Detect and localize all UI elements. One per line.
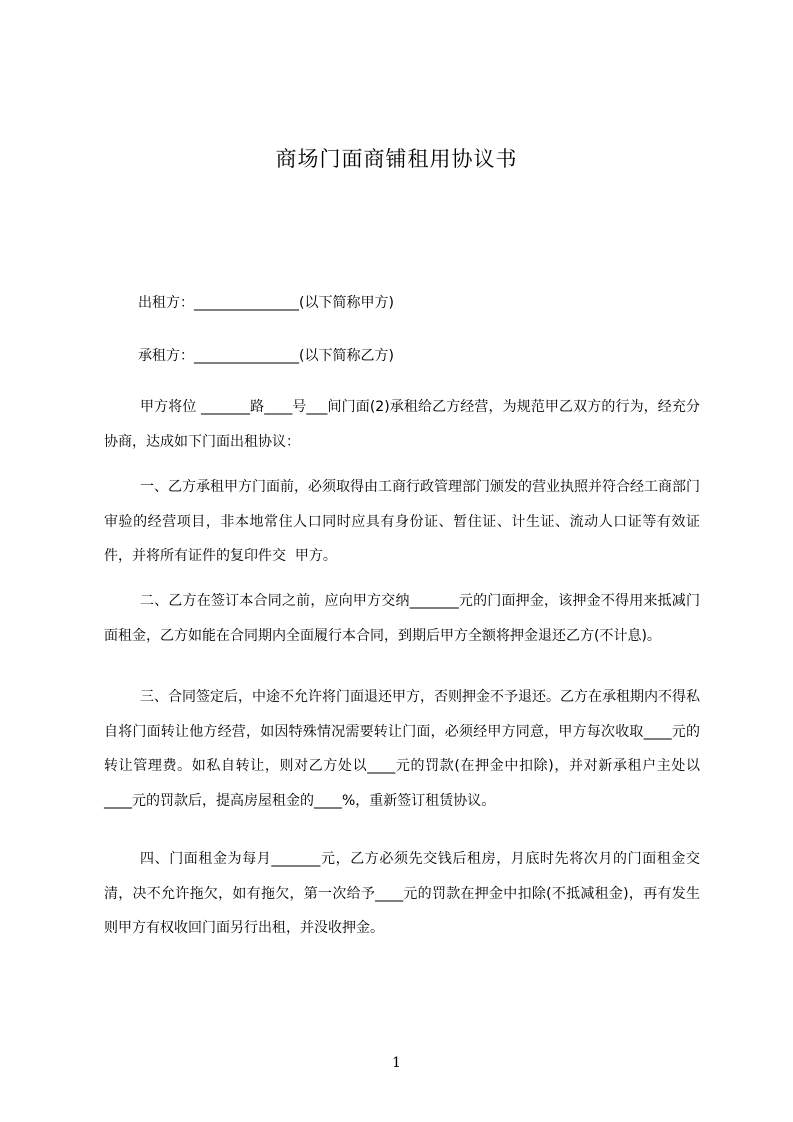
lessor-line: 出租方：_______________(以下简称甲方): [138, 295, 394, 311]
clause-2: 二、乙方在签订本合同之前，应向甲方交纳_______元的门面押金，该押金不得用来抵减门面租金，乙方如能在合同期内全面履行本合同，到期后甲方全额将押金退还乙方(不计息)。: [104, 593, 700, 644]
clause-1: 一、乙方承租甲方门面前，必须取得由工商行政管理部门颁发的营业执照并符合经工商部门审验的经营项目，非本地常住人口同时应具有身份证、暂住证、计生证、流动人口证等有效证件，并将所有证件的复印件交 甲方。: [104, 479, 700, 564]
clause-4: 四、门面租金为每月_______元，乙方必须先交钱后租房，月底时先将次月的门面租金交清，决不允许拖欠，如有拖欠，第一次给予____元的罚款在押金中扣除(不抵减租金)，再有发生则甲方有权收回门面另行出租，并没收押金。: [104, 851, 700, 936]
page-number: 1: [392, 1055, 401, 1071]
lessee-line: 承租方：_______________(以下简称乙方): [138, 348, 394, 364]
document-title: 商场门面商铺租用协议书: [275, 147, 518, 171]
clause-3: 三、合同签定后，中途不允许将门面退还甲方，否则押金不予退还。乙方在承租期内不得私自将门面转让他方经营，如因特殊情况需要转让门面，必须经甲方同意，甲方每次收取____元的转让管理费。如私自转让，则对乙方处以____元的罚款(在押金中扣除)，并对新承租户主处以____元的罚款后，提高房屋租金的____%，重新签订租赁协议。: [104, 689, 700, 809]
intro-paragraph: 甲方将位 _______路____号___间门面(2)承租给乙方经营，为规范甲乙双方的行为，经充分协商，达成如下门面出租协议：: [104, 399, 700, 450]
